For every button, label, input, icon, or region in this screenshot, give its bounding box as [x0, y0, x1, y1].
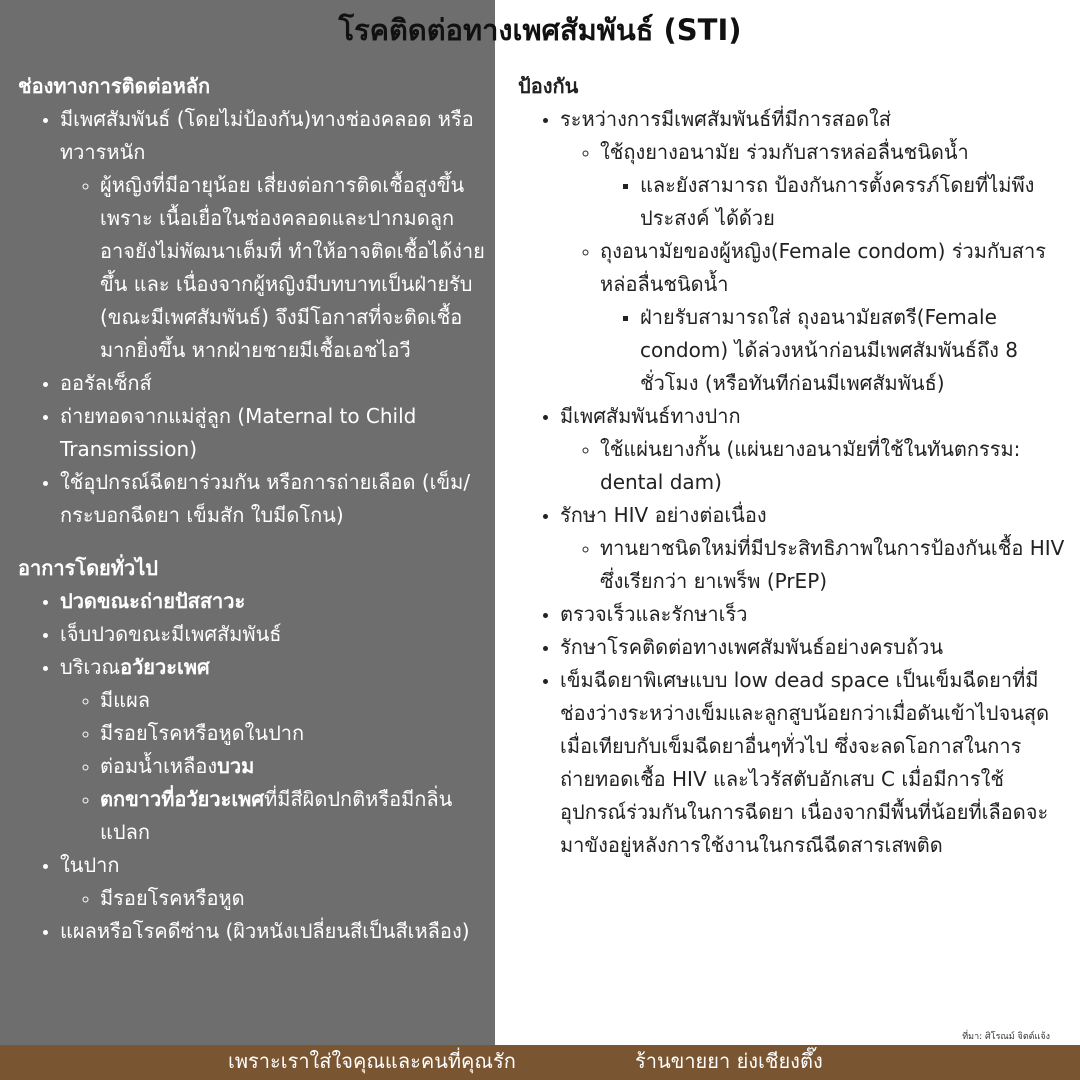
list-item: ◦ ใช้แผ่นยางกั้น (แผ่นยางอนามัยที่ใช้ในทันตกรรม: dental dam) [600, 433, 1070, 499]
list-item: • ระหว่างการมีเพศสัมพันธ์ที่มีการสอดใส่ ◦ ใช้ถุงยางอนามัย ร่วมกับสารหล่อลื่นชนิดน้ำ ▪ และยังสามารถ ป้องกันการตั้งครรภ์โดยที่ไม่พึงประสงค์ ได้ด้วย ◦ ถุงอนามัยของผู้หญิง(Female condom) ร่วมกับสารหล่อลื่นชนิดน้ำ ▪ ฝ่ายรับสามารถใส่ ถุงอนามัยสตรี(Female condom) ได้ล่วงหน้าก่อนมีเพศสัมพันธ์ถึง 8 ชั่วโมง (หรือทันทีก่อนมีเพศสัมพันธ์) [560, 103, 1070, 400]
list-item: ◦ ตกขาวที่อวัยวะเพศที่มีสีผิดปกติหรือมีกลิ่นแปลก [100, 783, 488, 849]
transmission-section [18, 70, 488, 532]
source-credit: ที่มา: ศิโรณม์ จิตต์แจ้ง [962, 1032, 1050, 1042]
list-item: • แผลหรือโรคดีซ่าน (ผิวหนังเปลี่ยนสีเป็นสีเหลือง) [60, 915, 488, 948]
prevention-heading: ป้องกัน [518, 74, 579, 98]
list-item: • ออรัลเซ็กส์ [60, 367, 488, 400]
list-item: • เข็มฉีดยาพิเศษแบบ low dead space เป็นเข็มฉีดยาที่มีช่องว่างระหว่างเข็มและลูกสูบน้อยกว่าเมื่อดันเข้าไปจนสุดเมื่อเทียบกับเข็มฉีดยาอื่นๆทั่วไป ซึ่งจะลดโอกาสในการถ่ายทอดเชื้อ HIV และไวรัสตับอักเสบ C เมื่อมีการใช้อุปกรณ์ร่วมกันในการฉีดยา เนื่องจากมีพื้นที่น้อยที่เลือดจะมาขังอยู่หลังการใช้งานในกรณีฉีดสารเสพติด [560, 664, 1070, 862]
symptoms-section [18, 552, 488, 948]
list-item: ◦ มีรอยโรคหรือหูดในปาก [100, 717, 488, 750]
sub-list [560, 532, 1070, 598]
sub-list [560, 136, 1070, 400]
list-item: ◦ ทานยาชนิดใหม่ที่มีประสิทธิภาพในการป้องกันเชื้อ HIV ซึ่งเรียกว่า ยาเพร็พ (PrEP) [600, 532, 1070, 598]
footer-slogan: เพราะเราใส่ใจคุณและคนที่คุณรัก [228, 1049, 516, 1073]
list-item: • รักษาโรคติดต่อทางเพศสัมพันธ์อย่างครบถ้วน [560, 631, 1070, 664]
sub-list [60, 882, 488, 915]
list-item: ◦ ต่อมน้ำเหลืองบวม [100, 750, 488, 783]
prevention-list [518, 103, 1070, 862]
page-title: โรคติดต่อทางเพศสัมพันธ์ (STI) [338, 13, 742, 47]
list-item: • ตรวจเร็วและรักษาเร็ว [560, 598, 1070, 631]
list-item: • มีเพศสัมพันธ์ (โดยไม่ป้องกัน)ทางช่องคลอด หรือ ทวารหนัก ◦ ผู้หญิงที่มีอายุน้อย เสี่ยงต่อการติดเชื้อสูงขึ้น เพราะ เนื้อเยื่อในช่องคลอดและปากมดลูกอาจยังไม่พัฒนาเต็มที่ ทำให้อาจติดเชื้อได้ง่ายขึ้น และ เนื่องจากผู้หญิงมีบทบาทเป็นฝ่ายรับ (ขณะมีเพศสัมพันธ์) จึงมีโอกาสที่จะติดเชื้อมากยิ่งขึ้น หากฝ่ายชายมีเชื้อเอชไอวี [60, 103, 488, 367]
prevention-section [518, 70, 1070, 862]
list-item: ▪ ฝ่ายรับสามารถใส่ ถุงอนามัยสตรี(Female condom) ได้ล่วงหน้าก่อนมีเพศสัมพันธ์ถึง 8 ชั่วโมง (หรือทันทีก่อนมีเพศสัมพันธ์) [640, 301, 1070, 400]
list-item: ◦ ใช้ถุงยางอนามัย ร่วมกับสารหล่อลื่นชนิดน้ำ ▪ และยังสามารถ ป้องกันการตั้งครรภ์โดยที่ไม่พึงประสงค์ ได้ด้วย [600, 136, 1070, 235]
list-item: ◦ มีรอยโรคหรือหูด [100, 882, 488, 915]
list-item: ◦ ผู้หญิงที่มีอายุน้อย เสี่ยงต่อการติดเชื้อสูงขึ้น เพราะ เนื้อเยื่อในช่องคลอดและปากมดลูกอาจยังไม่พัฒนาเต็มที่ ทำให้อาจติดเชื้อได้ง่ายขึ้น และ เนื่องจากผู้หญิงมีบทบาทเป็นฝ่ายรับ (ขณะมีเพศสัมพันธ์) จึงมีโอกาสที่จะติดเชื้อมากยิ่งขึ้น หากฝ่ายชายมีเชื้อเอชไอวี [100, 169, 488, 367]
list-item: ◦ มีแผล [100, 684, 488, 717]
sub-sub-list [600, 169, 1070, 235]
list-item: • ปวดขณะถ่ายปัสสาวะ [60, 585, 488, 618]
sub-sub-list [600, 301, 1070, 400]
sub-list [60, 684, 488, 849]
right-column [518, 70, 1070, 862]
list-item: • รักษา HIV อย่างต่อเนื่อง ◦ ทานยาชนิดใหม่ที่มีประสิทธิภาพในการป้องกันเชื้อ HIV ซึ่งเรียกว่า ยาเพร็พ (PrEP) [560, 499, 1070, 598]
transmission-list [18, 103, 488, 532]
transmission-heading: ช่องทางการติดต่อหลัก [18, 74, 211, 98]
list-item: • บริเวณอวัยวะเพศ ◦ มีแผล ◦ มีรอยโรคหรือหูดในปาก ◦ ต่อมน้ำเหลืองบวม ◦ ตกขาวที่อวัยวะเพศที่มีสีผิดปกติหรือมีกลิ่นแปลก [60, 651, 488, 849]
list-item: • ในปาก ◦ มีรอยโรคหรือหูด [60, 849, 488, 915]
sub-list [560, 433, 1070, 499]
list-item: • มีเพศสัมพันธ์ทางปาก ◦ ใช้แผ่นยางกั้น (แผ่นยางอนามัยที่ใช้ในทันตกรรม: dental dam) [560, 400, 1070, 499]
symptoms-list [18, 585, 488, 948]
list-item: • ถ่ายทอดจากแม่สู่ลูก (Maternal to Child Transmission) [60, 400, 488, 466]
footer-bar [0, 1045, 1080, 1080]
list-item: • เจ็บปวดขณะมีเพศสัมพันธ์ [60, 618, 488, 651]
list-item: ▪ และยังสามารถ ป้องกันการตั้งครรภ์โดยที่ไม่พึงประสงค์ ได้ด้วย [640, 169, 1070, 235]
list-item: • ใช้อุปกรณ์ฉีดยาร่วมกัน หรือการถ่ายเลือด (เข็ม/กระบอกฉีดยา เข็มสัก ใบมีดโกน) [60, 466, 488, 532]
footer-shop-name: ร้านขายยา ย่งเชียงตึ๊ง [635, 1049, 823, 1073]
left-column [18, 70, 488, 948]
sub-list [60, 169, 488, 367]
list-item: ◦ ถุงอนามัยของผู้หญิง(Female condom) ร่วมกับสารหล่อลื่นชนิดน้ำ ▪ ฝ่ายรับสามารถใส่ ถุงอนามัยสตรี(Female condom) ได้ล่วงหน้าก่อนมีเพศสัมพันธ์ถึง 8 ชั่วโมง (หรือทันทีก่อนมีเพศสัมพันธ์) [600, 235, 1070, 400]
symptoms-heading: อาการโดยทั่วไป [18, 556, 158, 580]
